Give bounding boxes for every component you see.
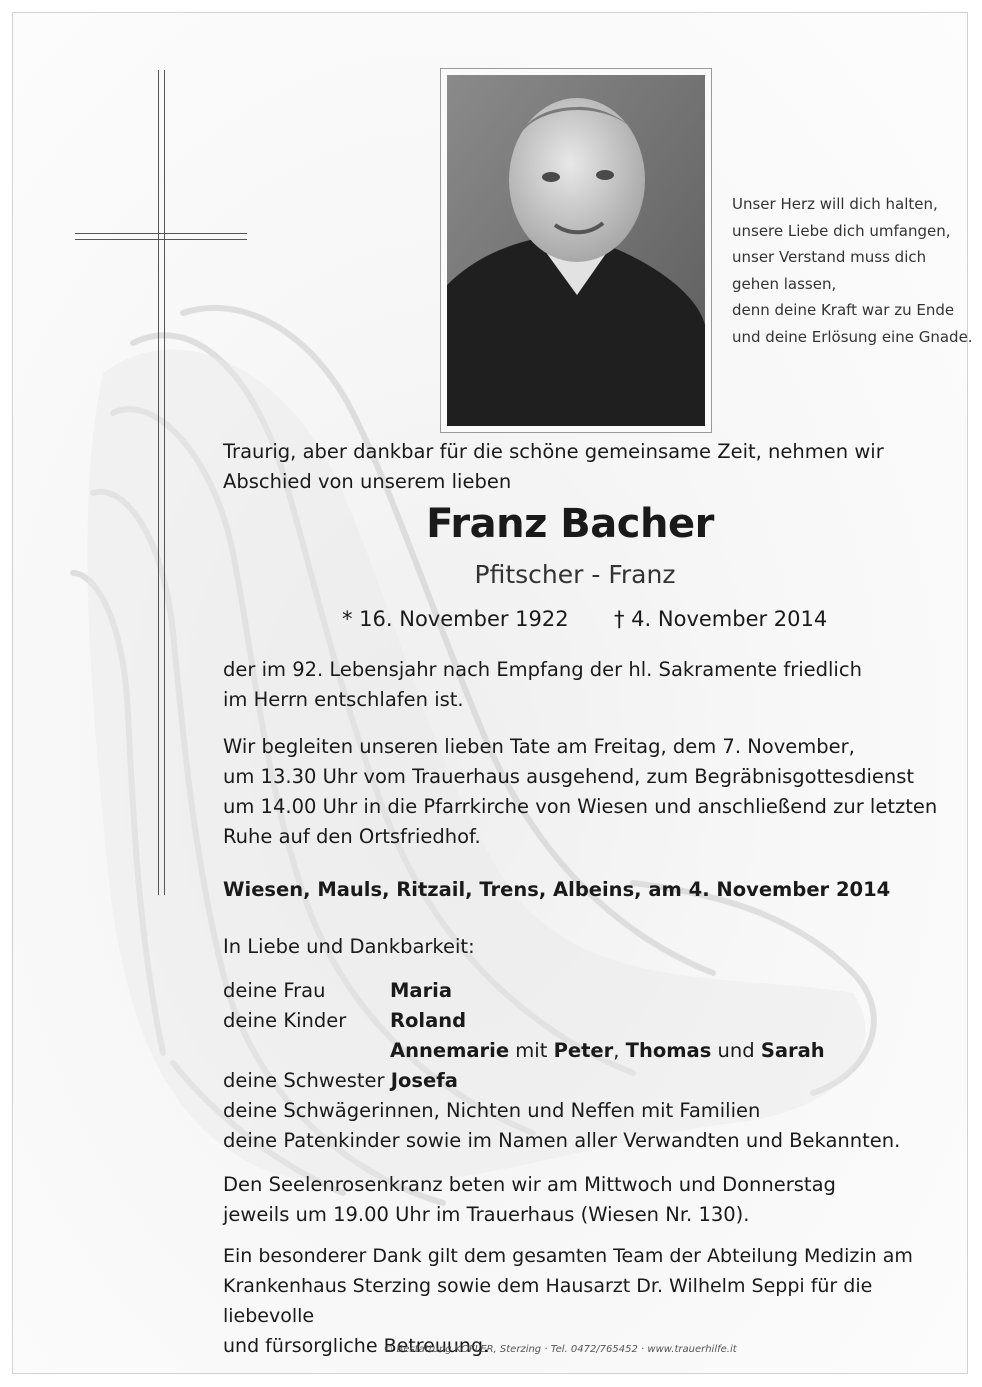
paragraph-funeral: Wir begleiten unseren lieben Tate am Freitag, dem 7. November, um 13.30 Uhr vom Trauerhaus ausgehend, zum Begräbnisgottesdienst um 14.00 Uhr in die Pfarrkirche von Wiesen und anschließend zur letzten Ruhe auf den Ortsfriedhof. — [223, 735, 938, 848]
poem: Unser Herz will dich halten, unsere Liebe dich umfangen, unser Verstand muss dich gehen lassen, denn deine Kraft war zu Ende und deine Erlösung eine Gnade. — [732, 195, 973, 346]
deceased-name: Franz Bacher — [426, 501, 714, 547]
sister-label: deine Schwester — [223, 1069, 391, 1092]
wife-label: deine Frau — [223, 979, 326, 1002]
cross-bar-line — [75, 239, 247, 240]
grandchild-name: Thomas — [625, 1039, 712, 1062]
wife-name: Maria — [390, 979, 453, 1002]
intro-text: Traurig, aber dankbar für die schöne gemeinsame Zeit, nehmen wir Abschied von unserem lieben — [223, 440, 884, 493]
cross-icon-line — [164, 70, 165, 895]
death-date: † 4. November 2014 — [614, 607, 828, 631]
rosary-text: Den Seelenrosenkranz beten wir am Mittwoch und Donnerstag jeweils um 19.00 Uhr im Trauerhaus (Wiesen Nr. 130). — [223, 1173, 836, 1226]
child-name: Roland — [390, 1009, 467, 1032]
place-date: Wiesen, Mauls, Ritzail, Trens, Albeins, am 4. November 2014 — [223, 878, 891, 901]
birth-date: * 16. November 1922 — [342, 607, 569, 631]
paragraph-sacraments: der im 92. Lebensjahr nach Empfang der hl. Sakramente friedlich im Herrn entschlafen ist. — [223, 658, 862, 711]
deceased-nickname: Pfitscher - Franz — [474, 560, 676, 589]
children-label: deine Kinder — [223, 1009, 347, 1032]
connector-text: mit — [509, 1039, 554, 1062]
cross-icon — [158, 70, 159, 895]
connector-text: und — [711, 1039, 761, 1062]
godchildren-line: deine Patenkinder sowie im Namen aller Verwandten und Bekannten. — [223, 1129, 901, 1152]
in-laws-line: deine Schwägerinnen, Nichten und Neffen mit Familien — [223, 1099, 761, 1122]
sister-line — [223, 1066, 458, 1096]
portrait-photo — [447, 75, 705, 426]
child-name: Annemarie — [390, 1039, 510, 1062]
grandchild-name: Peter — [553, 1039, 614, 1062]
child-family-line — [390, 1036, 825, 1066]
sister-name: Josefa — [390, 1069, 458, 1092]
footer-imprint: © Bestattung KOFLER, Sterzing · Tel. 0472/765452 · www.trauerhilfe.it — [383, 1344, 737, 1355]
grandchild-name: Sarah — [760, 1039, 825, 1062]
connector-text: , — [613, 1039, 626, 1062]
thanks-text: Ein besonderer Dank gilt dem gesamten Team der Abteilung Medizin am Krankenhaus Sterzing sowie dem Hausarzt Dr. Wilhelm Seppi für die liebevolle und fürsorgliche Betreuung. — [223, 1245, 913, 1357]
mourners-heading: In Liebe und Dankbarkeit: — [223, 935, 475, 958]
cross-bar — [75, 233, 247, 234]
